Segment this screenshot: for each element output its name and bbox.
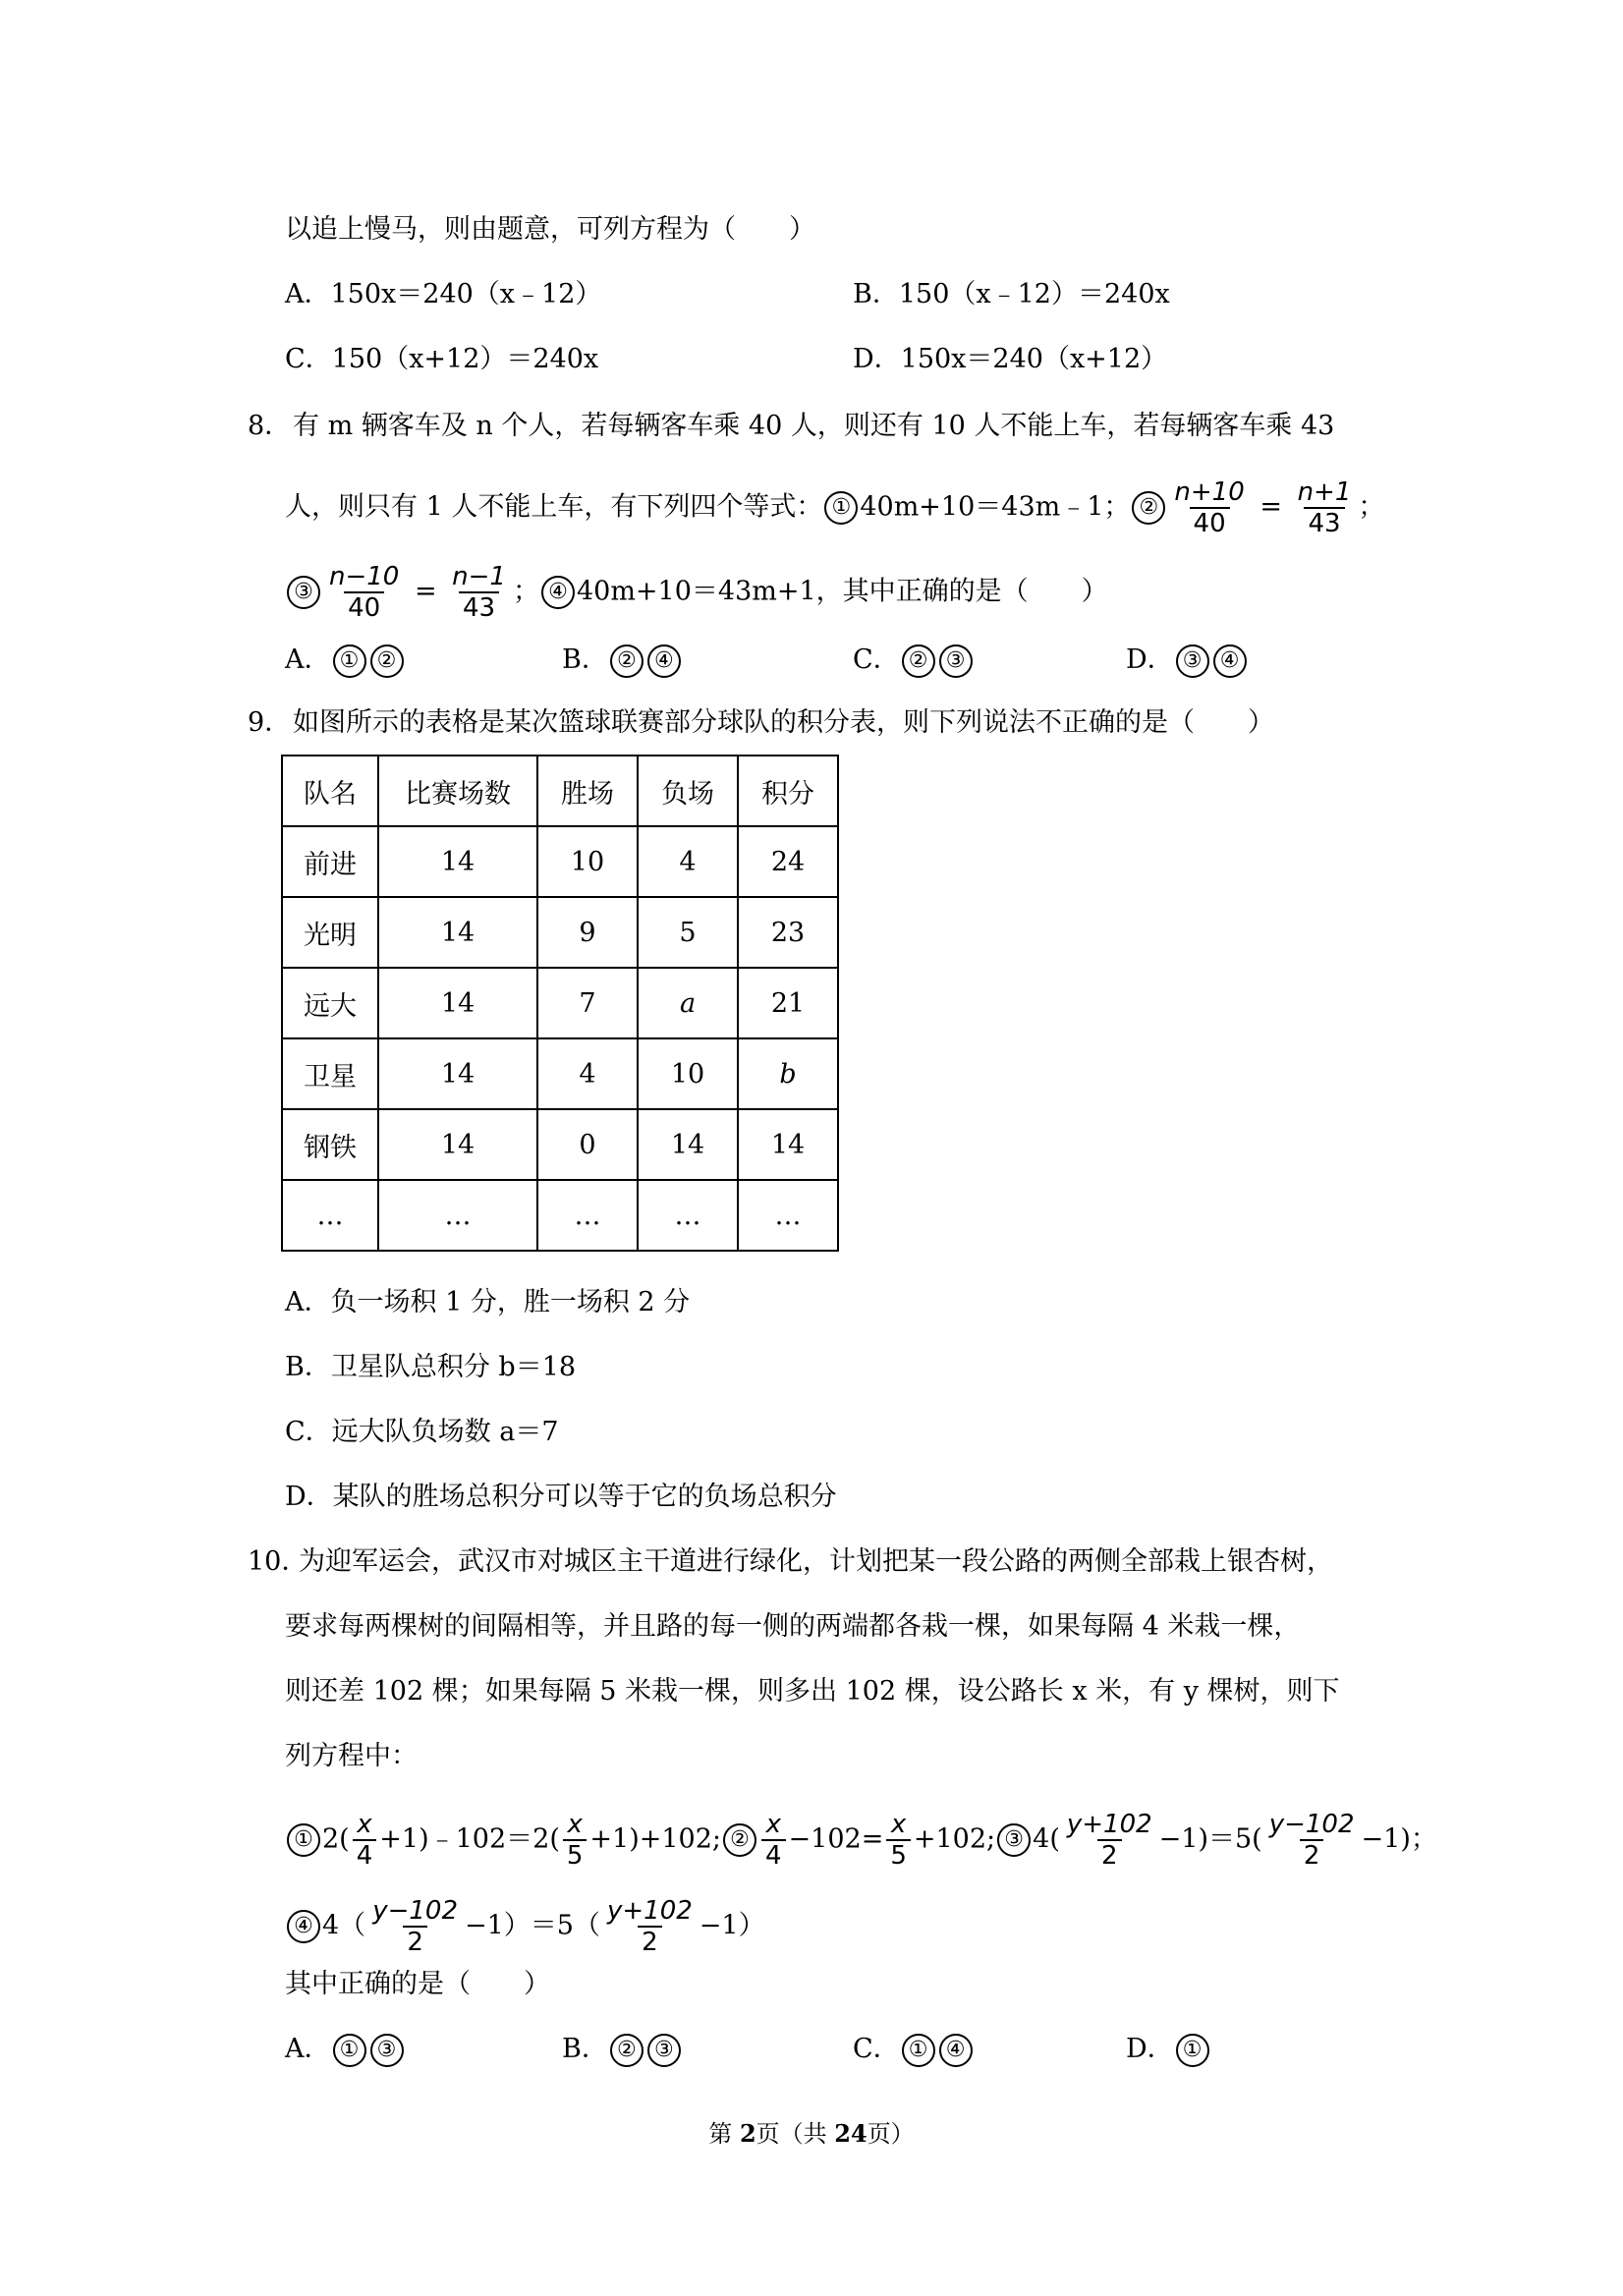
q8-line-3: ③ $\frac{n-10}{40}$ = $\frac{n-1}{43}$ ； ④ 40m+10＝43m+1，其中正确的是（ ）: [285, 562, 1108, 623]
cell: 5: [638, 897, 738, 968]
fraction: $\frac{y-102}{2}$: [1268, 1810, 1355, 1871]
total-pages: 24: [834, 2119, 867, 2148]
q8-option-d: [1126, 641, 1249, 680]
denominator: 43: [1304, 507, 1344, 538]
q9-option-b: B．卫星队总积分 b＝18: [285, 1352, 577, 1382]
circled-3: ③: [1176, 644, 1209, 678]
q8-option-a: [285, 641, 406, 680]
q10-line-4: 列方程中：: [285, 1741, 418, 1771]
q10-option-a: [285, 2030, 406, 2069]
denominator: 40: [1190, 507, 1230, 538]
option-letter: A．: [285, 644, 331, 675]
q8-eq2-left-fraction: [1170, 477, 1248, 538]
q8-eq3-right-fraction: [448, 562, 510, 623]
circled-3: ③: [939, 644, 973, 678]
q7-option-b: B．150（x﹣12）＝240x: [853, 279, 1170, 309]
table-header-row: [282, 756, 838, 826]
table-row: [282, 1038, 838, 1109]
footer-text: 页）: [867, 2120, 915, 2148]
q9-option-d: D．某队的胜场总积分可以等于它的负场总积分: [285, 1482, 837, 1512]
q8-line-2-text: 人，则只有 1 人不能上车，有下列四个等式：: [285, 491, 823, 523]
score-table: [281, 755, 839, 1252]
fraction: $\frac{x}{5}$: [563, 1810, 588, 1871]
circled-3: ③: [370, 2034, 404, 2067]
cell: 前进: [282, 826, 378, 897]
circled-1: ①: [287, 1823, 320, 1857]
option-letter: B．: [562, 2034, 608, 2064]
option-letter: D．: [1126, 2034, 1174, 2064]
q7-option-a: A．150x＝240（x﹣12）: [285, 279, 602, 309]
table-row: [282, 826, 838, 897]
cell: 14: [738, 1109, 838, 1180]
header-cell: 胜场: [537, 756, 638, 826]
circled-1: ①: [1176, 2034, 1209, 2067]
header-cell: 比赛场数: [378, 756, 537, 826]
cell: 4: [638, 826, 738, 897]
numerator: n+10: [1174, 477, 1245, 507]
q8-line-1: 有 m 辆客车及 n 个人，若每辆客车乘 40 人，则还有 10 人不能上车，若每辆客车乘 43: [293, 411, 1335, 441]
q8-option-b: [562, 641, 683, 680]
cell: 14: [638, 1109, 738, 1180]
circled-1: ①: [902, 2034, 935, 2067]
page-number: 2: [739, 2119, 756, 2148]
q9-stem: 如图所示的表格是某次篮球联赛部分球队的积分表，则下列说法不正确的是（ ）: [293, 707, 1274, 738]
q10-line-1: 为迎军运会，武汉市对城区主干道进行绿化，计划把某一段公路的两侧全部栽上银杏树，: [299, 1546, 1333, 1577]
numerator: n+1: [1297, 477, 1352, 507]
fraction: $\frac{y+102}{2}$: [606, 1896, 693, 1957]
footer-text: 页（共: [756, 2120, 835, 2148]
q7-option-c: C．150（x+12）＝240x: [285, 344, 599, 374]
circled-4: ④: [647, 644, 681, 678]
cell: 14: [378, 826, 537, 897]
option-letter: A．: [285, 2034, 331, 2064]
denominator: 43: [459, 591, 499, 623]
circled-2: ②: [902, 644, 935, 678]
header-cell: 负场: [638, 756, 738, 826]
cell: 14: [378, 897, 537, 968]
cell: a: [638, 968, 738, 1038]
q10-equations-row-1: ① 2( $\frac{x}{4}$ +1)﹣102＝2( $\frac{x}{5}$ +1)+102; ② $\frac{x}{4}$ −102= $\frac{x}{5}$ +102; ③ 4( $\frac{y+102}{2}$ −1)＝5( $\frac{y-102}{2}$ −1)；: [285, 1810, 1437, 1871]
circled-2: ②: [610, 2034, 644, 2067]
cell: 0: [537, 1109, 638, 1180]
fraction: $\frac{y-102}{2}$: [372, 1896, 458, 1957]
q8-circled-3: ③: [287, 576, 320, 609]
q8-eq2-right-fraction: [1294, 477, 1356, 538]
q8-circled-1: ①: [824, 491, 858, 525]
numerator: n−1: [452, 562, 506, 591]
table-row: [282, 1180, 838, 1251]
cell: …: [537, 1180, 638, 1251]
option-letter: B．: [562, 644, 608, 675]
circled-2: ②: [370, 644, 404, 678]
fraction: $\frac{y+102}{2}$: [1066, 1810, 1152, 1871]
fraction: $\frac{x}{4}$: [353, 1810, 377, 1871]
q9-option-c: C．远大队负场数 a＝7: [285, 1417, 559, 1447]
q8-circled-2: ②: [1132, 491, 1165, 525]
fraction: $\frac{x}{4}$: [761, 1810, 786, 1871]
cell: 23: [738, 897, 838, 968]
q7-stem-tail: 以追上慢马，则由题意，可列方程为（ ）: [285, 214, 815, 245]
cell: 9: [537, 897, 638, 968]
cell: …: [638, 1180, 738, 1251]
cell: 10: [638, 1038, 738, 1109]
circled-4: ④: [1213, 644, 1247, 678]
circled-3: ③: [647, 2034, 681, 2067]
cell: b: [738, 1038, 838, 1109]
q10-line-3: 则还差 102 棵；如果每隔 5 米栽一棵，则多出 102 棵，设公路长 x 米，有 y 棵树，则下: [285, 1676, 1340, 1707]
cell: 24: [738, 826, 838, 897]
q8-number: 8．: [248, 411, 292, 441]
cell: 21: [738, 968, 838, 1038]
cell: …: [738, 1180, 838, 1251]
cell: …: [378, 1180, 537, 1251]
q8-eq4: 40m+10＝43m+1，其中正确的是（ ）: [576, 576, 1108, 607]
option-letter: C．: [853, 644, 900, 675]
circled-3: ③: [997, 1823, 1031, 1857]
circled-1: ①: [333, 644, 366, 678]
circled-4: ④: [287, 1910, 320, 1943]
circled-2: ②: [610, 644, 644, 678]
q10-option-c: [853, 2030, 975, 2069]
cell: 10: [537, 826, 638, 897]
cell: 14: [378, 1109, 537, 1180]
q7-option-d: D．150x＝240（x+12）: [853, 344, 1168, 374]
q10-line-2: 要求每两棵树的间隔相等，并且路的每一侧的两端都各栽一棵，如果每隔 4 米栽一棵，: [285, 1611, 1301, 1642]
cell: 4: [537, 1038, 638, 1109]
numerator: n−10: [329, 562, 400, 591]
footer-text: 第: [708, 2120, 740, 2148]
cell: 14: [378, 968, 537, 1038]
cell: 光明: [282, 897, 378, 968]
cell: 7: [537, 968, 638, 1038]
table-row: [282, 897, 838, 968]
q10-ask: 其中正确的是（ ）: [285, 1969, 550, 1999]
fraction: $\frac{x}{5}$: [886, 1810, 911, 1871]
q10-number: 10．: [248, 1546, 308, 1577]
q8-option-c: [853, 641, 975, 680]
header-cell: 积分: [738, 756, 838, 826]
table-row: [282, 968, 838, 1038]
header-cell: 队名: [282, 756, 378, 826]
q10-equations-row-2: ④ 4（ $\frac{y-102}{2}$ −1）＝5（ $\frac{y+102}{2}$ −1）: [285, 1896, 765, 1957]
q8-circled-4: ④: [541, 576, 575, 609]
q8-line-2: 人，则只有 1 人不能上车，有下列四个等式： ① 40m+10＝43m﹣1； ② $\frac{n+10}{40}$ = $\frac{n+1}{43}$ ；: [285, 477, 1385, 538]
q8-eq1: 40m+10＝43m﹣1；: [860, 491, 1131, 523]
cell: 远大: [282, 968, 378, 1038]
cell: 钢铁: [282, 1109, 378, 1180]
circled-2: ②: [723, 1823, 756, 1857]
denominator: 40: [344, 591, 384, 623]
q9-number: 9．: [248, 707, 292, 738]
option-letter: C．: [853, 2034, 900, 2064]
circled-1: ①: [333, 2034, 366, 2067]
circled-4: ④: [939, 2034, 973, 2067]
option-letter: D．: [1126, 644, 1174, 675]
q8-eq3-left-fraction: [325, 562, 403, 623]
table-row: [282, 1109, 838, 1180]
q10-option-b: [562, 2030, 683, 2069]
page-footer: [0, 2114, 1623, 2149]
cell: …: [282, 1180, 378, 1251]
cell: 卫星: [282, 1038, 378, 1109]
cell: 14: [378, 1038, 537, 1109]
q10-option-d: [1126, 2030, 1211, 2069]
q9-option-a: A．负一场积 1 分，胜一场积 2 分: [285, 1287, 691, 1317]
